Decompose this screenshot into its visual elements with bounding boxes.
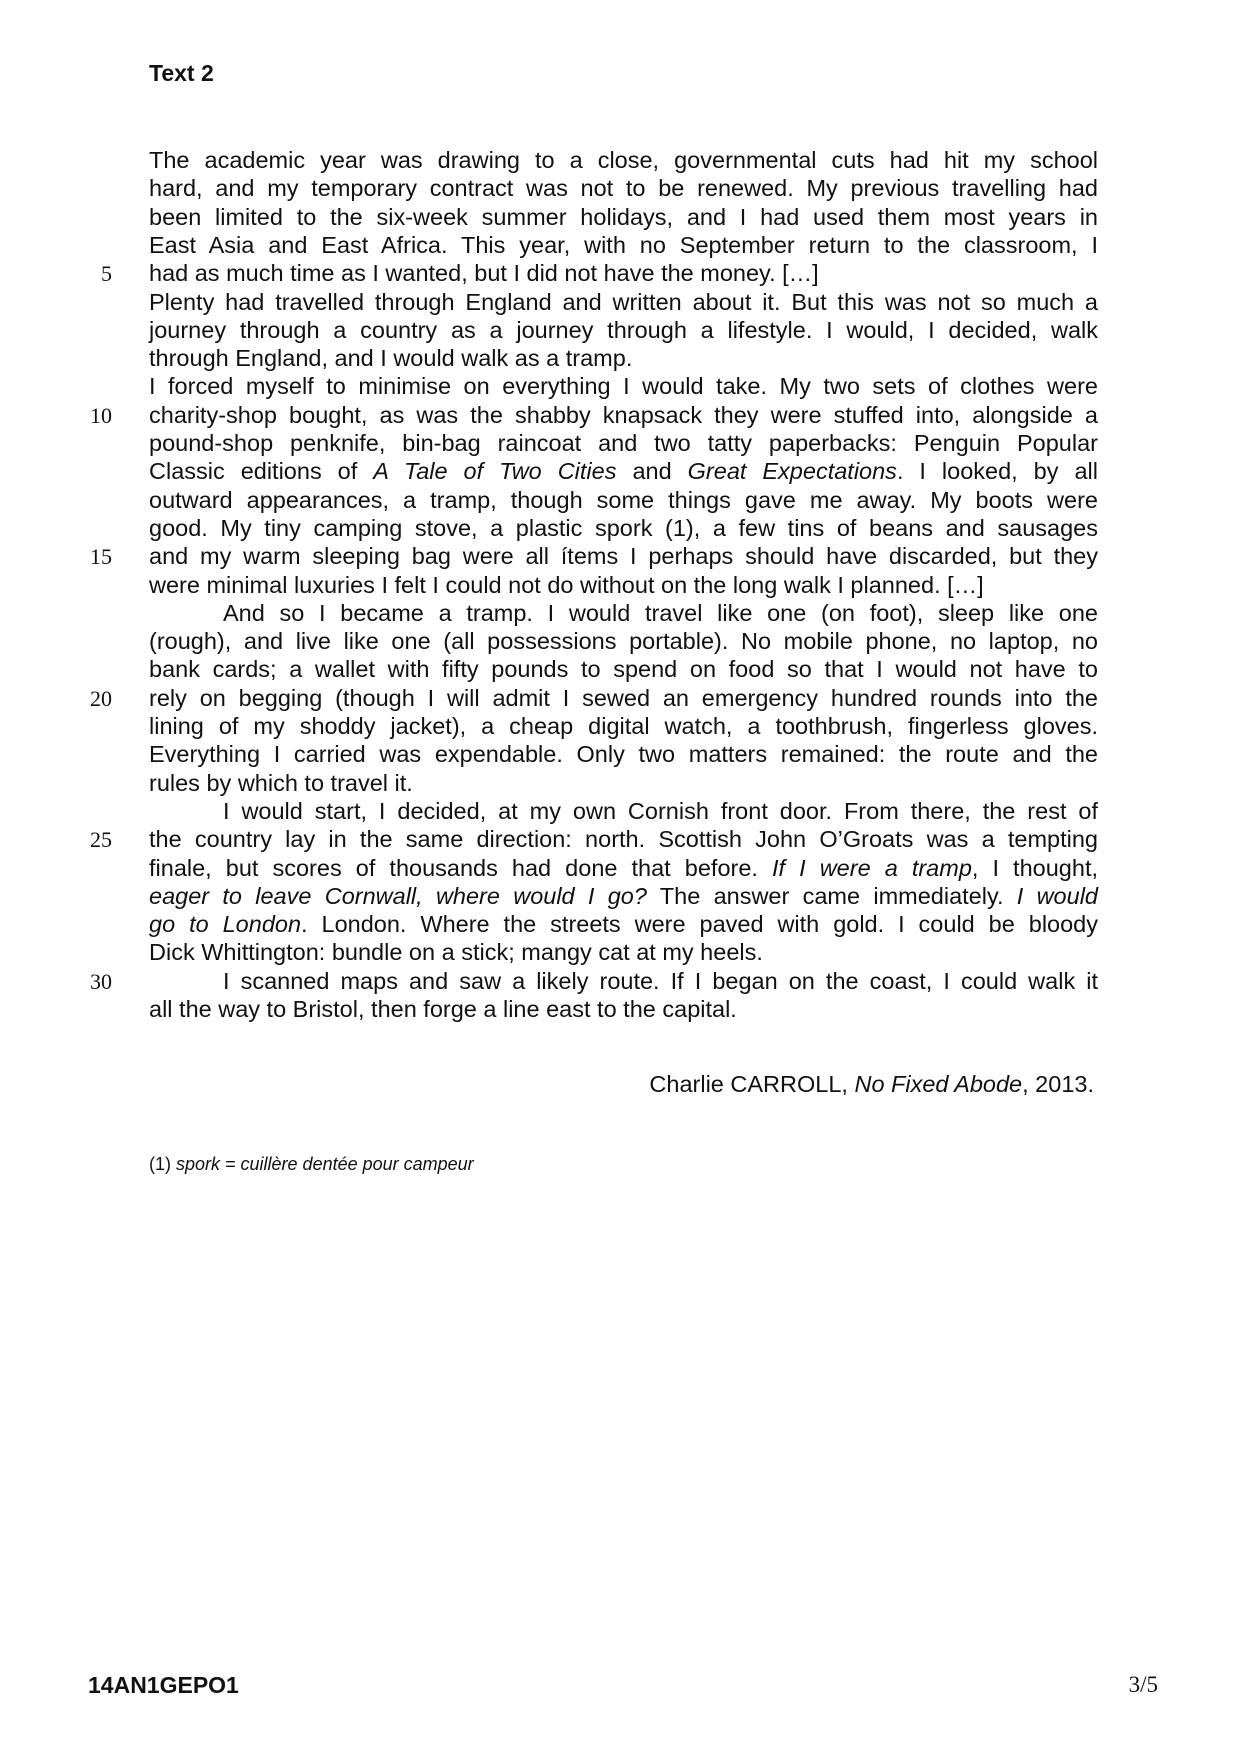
line-number: 15 xyxy=(90,544,112,570)
text-segment: I would start, I decided, at my own Cornish front door. From there, the rest of xyxy=(223,797,1098,824)
text-segment: Classic editions of xyxy=(149,458,374,485)
text-line xyxy=(149,316,1098,345)
text-segment: through England, and I would walk as a tramp. xyxy=(149,345,633,372)
text-line xyxy=(149,259,1098,288)
section-heading: Text 2 xyxy=(149,60,214,86)
italic-text: If I were a tramp xyxy=(772,854,972,881)
text-line xyxy=(149,684,1098,713)
line-number: 20 xyxy=(90,685,112,711)
text-line xyxy=(149,655,1098,684)
text-segment: pound-shop penknife, bin-bag raincoat and two tatty paperbacks: Penguin Popular xyxy=(149,430,1098,456)
italic-text: A Tale of Two Cities xyxy=(373,458,617,485)
text-segment: lining of my shoddy jacket), a cheap digital watch, a toothbrush, fingerless gloves. xyxy=(149,713,1098,739)
citation-year: , 2013. xyxy=(1022,1071,1094,1097)
line-number: 5 xyxy=(101,261,112,287)
page-number: 3/5 xyxy=(1128,1672,1158,1697)
text-segment: and xyxy=(616,458,688,485)
citation-work: No Fixed Abode xyxy=(854,1071,1023,1097)
text-segment: the country lay in the same direction: north. Scottish John O’Groats was a tempting xyxy=(149,826,1098,853)
text-line xyxy=(149,769,1098,798)
text-segment: And so I became a tramp. I would travel like one (on foot), sleep like one xyxy=(223,599,1098,626)
text-segment: hard, and my temporary contract was not to be renewed. My previous travelling had xyxy=(149,175,1098,202)
text-segment: and my warm sleeping bag were all ítems I perhaps should have discarded, but they xyxy=(149,543,1098,570)
text-segment: charity-shop bought, as was the shabby knapsack they were stuffed into, alongside a xyxy=(149,401,1098,428)
text-line xyxy=(149,372,1098,401)
text-line xyxy=(149,599,1098,628)
italic-text: I would xyxy=(1016,882,1098,909)
text-line xyxy=(149,174,1098,203)
text-segment: journey through a country as a journey through a lifestyle. I would, I decided, walk xyxy=(149,316,1098,343)
text-segment: East Asia and East Africa. This year, with no September return to the classroom, I xyxy=(149,231,1098,258)
footnote-text: spork = cuillère dentée pour campeur xyxy=(176,1154,474,1174)
text-line xyxy=(149,938,1098,967)
footnote-marker: (1) xyxy=(149,1154,176,1174)
text-segment: , I thought, xyxy=(971,854,1098,881)
document-code: 14AN1GEPO1 xyxy=(88,1672,239,1698)
text-segment: I scanned maps and saw a likely route. If I began on the coast, I could walk it xyxy=(223,967,1098,994)
text-line xyxy=(149,627,1098,656)
text-line xyxy=(149,514,1098,543)
text-segment: I forced myself to minimise on everything I would take. My two sets of clothes were xyxy=(149,373,1098,400)
text-line xyxy=(149,288,1098,317)
text-line xyxy=(149,231,1098,260)
text-line xyxy=(149,882,1098,911)
text-line xyxy=(149,797,1098,826)
citation-author: Charlie CARROLL, xyxy=(649,1071,855,1097)
text-segment: Dick Whittington: bundle on a stick; mangy cat at my heels. xyxy=(149,939,763,966)
text-segment: good. My tiny camping stove, a plastic spork (1), a few tins of beans and sausages xyxy=(149,514,1098,541)
italic-text: eager to leave Cornwall, where would I go? xyxy=(149,882,647,909)
text-line xyxy=(149,203,1098,232)
text-line xyxy=(149,344,1098,373)
text-segment: The academic year was drawing to a close, governmental cuts had hit my school xyxy=(149,147,1098,173)
text-line xyxy=(149,486,1098,515)
text-line xyxy=(149,910,1098,939)
text-line xyxy=(149,146,1098,175)
text-segment: The answer came immediately. xyxy=(646,882,1017,909)
text-segment: Plenty had travelled through England and written about it. But this was not so much a xyxy=(149,288,1098,315)
text-segment: finale, but scores of thousands had done that before. xyxy=(149,854,772,881)
footnote xyxy=(149,1152,474,1176)
text-segment: Everything I carried was expendable. Only two matters remained: the route and the xyxy=(149,741,1098,768)
line-number: 30 xyxy=(90,968,112,994)
text-segment: bank cards; a wallet with fifty pounds to spend on food so that I would not have to xyxy=(149,656,1098,683)
text-line xyxy=(149,571,1098,600)
text-segment: . London. Where the streets were paved with gold. I could be bloody xyxy=(301,911,1099,938)
text-segment: all the way to Bristol, then forge a line east to the capital. xyxy=(149,996,737,1022)
italic-text: go to London xyxy=(149,911,302,938)
text-line xyxy=(149,854,1098,883)
italic-text: Great Expectations xyxy=(687,458,897,485)
text-line xyxy=(149,825,1098,854)
text-line xyxy=(149,995,1098,1024)
text-line xyxy=(149,457,1098,486)
text-line xyxy=(149,740,1098,769)
text-line xyxy=(149,542,1098,571)
text-segment: rules by which to travel it. xyxy=(149,769,413,796)
text-line xyxy=(149,967,1098,996)
text-line xyxy=(149,429,1098,458)
text-segment: been limited to the six-week summer holidays, and I had used them most years in xyxy=(149,203,1098,230)
text-segment: were minimal luxuries I felt I could not do without on the long walk I planned. […] xyxy=(149,571,984,598)
text-line xyxy=(149,401,1098,430)
text-segment: (rough), and live like one (all possessions portable). No mobile phone, no laptop, no xyxy=(149,628,1098,655)
text-segment: rely on begging (though I will admit I sewed an emergency hundred rounds into the xyxy=(149,684,1098,711)
text-segment: had as much time as I wanted, but I did not have the money. […] xyxy=(149,260,819,287)
text-segment: . I looked, by all xyxy=(896,458,1098,485)
text-line xyxy=(149,712,1098,741)
line-number: 10 xyxy=(90,402,112,428)
line-number: 25 xyxy=(90,827,112,853)
text-segment: outward appearances, a tramp, though some things gave me away. My boots were xyxy=(149,486,1098,513)
citation xyxy=(649,1070,1094,1099)
